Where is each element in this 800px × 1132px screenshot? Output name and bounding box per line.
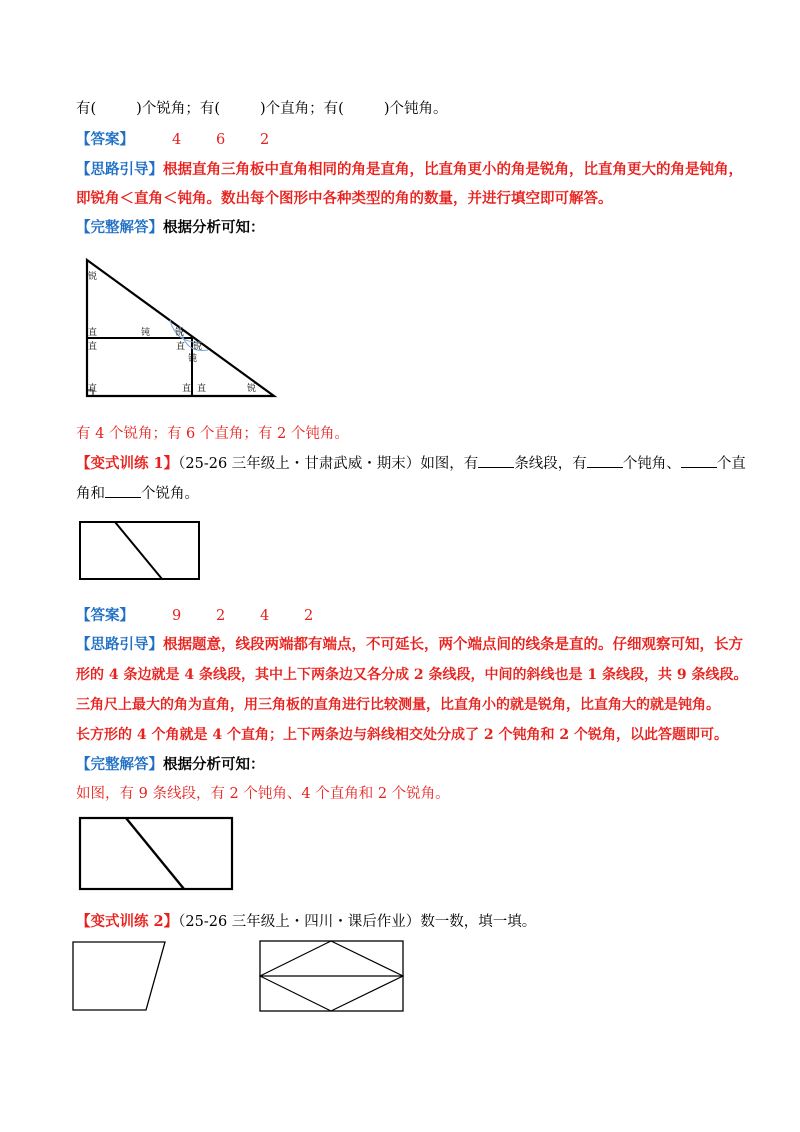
- angle-label: 钝: [141, 328, 151, 338]
- training-tag: 【变式训练 2】: [76, 913, 179, 930]
- hint-line: 【思路引导】根据题意，线段两端都有端点，不可延长，两个端点间的线条是直的。仔细观察可知，长方: [76, 636, 743, 653]
- answer-value: 2: [260, 132, 270, 148]
- angle-label: 锐: [88, 272, 98, 282]
- angle-label: 锐: [247, 384, 257, 394]
- hint-tag: 【思路引导】: [76, 161, 163, 178]
- answer-tag: 【答案】: [76, 131, 134, 148]
- answer-value: 4: [172, 132, 182, 148]
- angle-label: 钝: [188, 354, 198, 364]
- angle-label: 直: [88, 328, 98, 338]
- triangle-figure: [80, 254, 280, 400]
- angle-label: 直: [88, 384, 98, 394]
- angle-label: 直: [176, 342, 186, 352]
- answer-value: 2: [304, 608, 314, 624]
- hint-tag: 【思路引导】: [76, 636, 163, 653]
- rectangle-rhombus-figure: [259, 939, 405, 1013]
- solution-tag: 【完整解答】: [76, 756, 163, 773]
- answer-line-2: [76, 606, 736, 626]
- rectangle-figure-2: [78, 816, 235, 892]
- angle-label: 直: [197, 384, 207, 394]
- rectangle-figure-1: [79, 520, 201, 582]
- answer-value: 4: [260, 608, 270, 624]
- solution-line: 【完整解答】根据分析可知：: [76, 219, 265, 236]
- hint-line: 即锐角＜直角＜钝角。数出每个图形中各种类型的角的数量，并进行填空即可解答。: [76, 190, 613, 207]
- angle-label: 锐: [193, 342, 203, 352]
- solution-line: 【完整解答】根据分析可知：: [76, 756, 265, 773]
- training-tag: 【变式训练 1】: [76, 455, 179, 472]
- training-2-line: 【变式训练 2】（25-26 三年级上・四川・课后作业）数一数，填一填。: [76, 913, 537, 930]
- trapezoid-figure: [70, 938, 170, 1014]
- answer-value: 6: [216, 132, 226, 148]
- hint-line: 三角尺上最大的角为直角，用三角板的直角进行比较测量，比直角小的就是锐角，比直角大的就是钝角。: [76, 697, 720, 713]
- hint-line: 形的 4 条边就是 4 条线段，其中上下两条边又各分成 2 条线段，中间的斜线也是 1 条线段，共 9 条线段。: [76, 667, 748, 683]
- solution-tag: 【完整解答】: [76, 219, 163, 236]
- question-line: 有( )个锐角；有( )个直角；有( )个钝角。: [76, 101, 448, 117]
- hint-line: 长方形的 4 个角就是 4 个直角；上下两条边与斜线相交处分成了 2 个钝角和 2 个锐角，以此答题即可。: [76, 727, 728, 743]
- answer-value: 9: [172, 608, 182, 624]
- hint-line: 【思路引导】根据直角三角板中直角相同的角是直角，比直角更小的角是锐角，比直角更大的角是钝角，: [76, 161, 743, 178]
- answer-value: 2: [216, 608, 226, 624]
- angle-label: 直: [182, 384, 192, 394]
- conclusion-line: 有 4 个锐角；有 6 个直角；有 2 个钝角。: [76, 426, 349, 442]
- training-1-line-2: 角和 个锐角。: [76, 486, 199, 502]
- angle-label: 直: [88, 342, 98, 352]
- answer-line-1: [76, 130, 736, 150]
- answer-tag: 【答案】: [76, 607, 134, 624]
- conclusion-line: 如图，有 9 条线段，有 2 个钝角、4 个直角和 2 个锐角。: [76, 786, 450, 802]
- angle-label: 锐: [175, 328, 185, 338]
- training-1-line: 【变式训练 1】（25-26 三年级上・甘肃武威・期末）如图，有 条线段，有 个钝角、 个直: [76, 455, 746, 472]
